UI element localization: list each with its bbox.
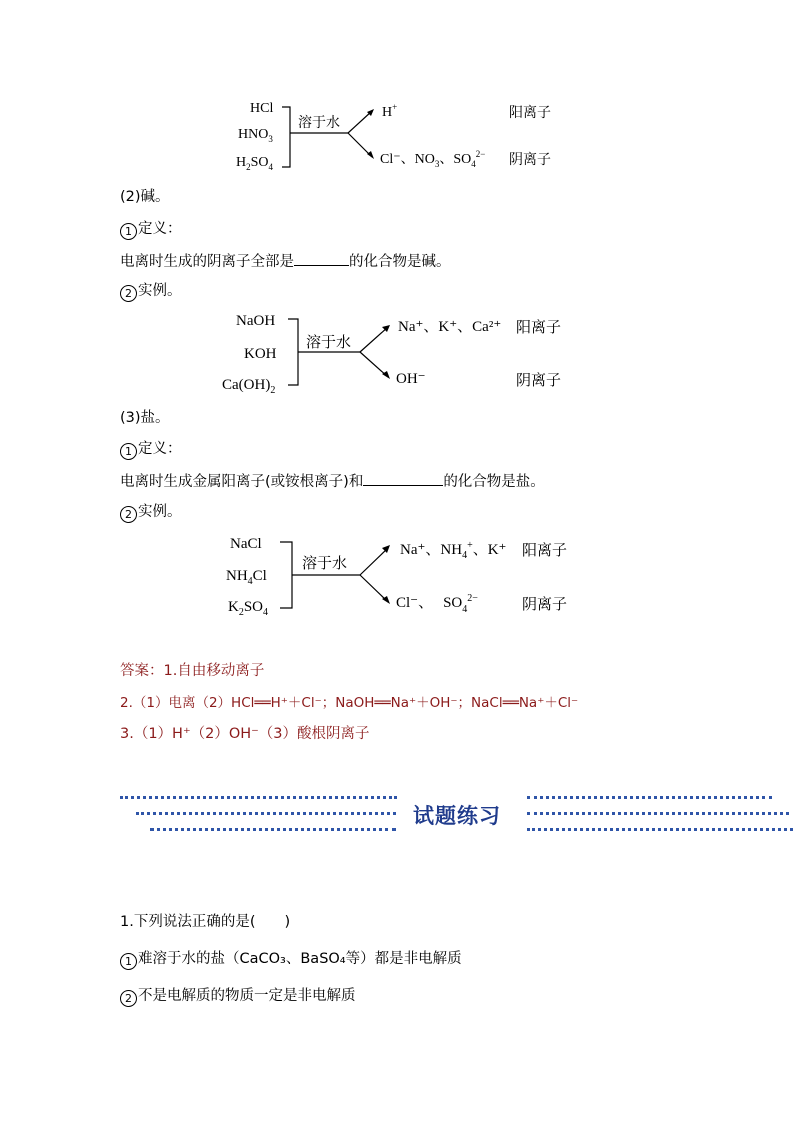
section-title: 试题练习 — [413, 803, 501, 828]
banner-dots-left-mid — [136, 812, 396, 815]
banner-dots-right-mid — [527, 812, 789, 815]
fill-blank[interactable] — [294, 251, 349, 266]
salt-arrows — [360, 548, 388, 602]
base-cations: Na⁺、K⁺、Ca²⁺ — [398, 319, 502, 335]
circled-number: 1 — [120, 223, 137, 240]
acid-arrowheads — [367, 109, 374, 159]
salt-definition-text: 电离时生成金属阳离子(或铵根离子)和 的化合物是盐。 — [120, 471, 545, 491]
base-reactant-koh: KOH — [244, 346, 277, 362]
base-definition-label: 1 定义： — [120, 220, 182, 240]
banner-dots-right-bottom — [527, 828, 793, 831]
question-1-option-1: 1 难溶于水的盐（CaCO₃、BaSO₄等）都是非电解质 — [120, 950, 462, 970]
circled-number: 1 — [120, 443, 137, 460]
base-bracket — [288, 319, 360, 385]
salt-reactant-nh4cl: $NH_4Cl$ — [226, 568, 267, 587]
base-cation-label: 阳离子 — [516, 318, 562, 336]
question-1-option-2: 2 不是电解质的物质一定是非电解质 — [120, 987, 356, 1007]
banner-dots-right-top — [527, 796, 772, 799]
base-heading: (2)碱。 — [120, 189, 170, 205]
acid-process-label: 溶于水 — [298, 115, 340, 131]
acid-reactant-hno3: $HNO_3$ — [238, 127, 273, 144]
base-ionization-diagram — [220, 305, 600, 400]
salt-heading: (3)盐。 — [120, 410, 170, 426]
base-anions: OH⁻ — [396, 371, 426, 387]
banner-dots-left-bottom — [150, 828, 396, 831]
answer-line-1: 答案：1.自由移动离子 — [120, 663, 265, 679]
base-example-label: 2 实例。 — [120, 282, 182, 302]
question-1-stem: 1.下列说法正确的是( ) — [120, 914, 291, 930]
circled-number: 2 — [120, 285, 137, 302]
base-reactant-naoh: NaOH — [236, 313, 276, 329]
salt-example-label: 2 实例。 — [120, 503, 182, 523]
salt-anions: Cl⁻、 $SO_4^{2-}$ — [396, 593, 478, 615]
acid-cation-label: 阳离子 — [509, 105, 551, 121]
salt-bracket — [280, 542, 360, 608]
salt-process-label: 溶于水 — [302, 554, 348, 572]
acid-reactant-hcl: HCl — [250, 101, 274, 116]
base-arrowheads — [382, 325, 390, 379]
circled-number: 2 — [120, 506, 137, 523]
base-arrows — [360, 327, 388, 377]
acid-arrows — [348, 111, 372, 157]
fill-blank[interactable] — [363, 471, 443, 486]
answer-line-3: 3.（1）H⁺（2）OH⁻（3）酸根阴离子 — [120, 726, 370, 742]
salt-reactant-nacl: NaCl — [230, 536, 262, 552]
acid-anions: Cl⁻、$NO_3$、$SO_4^{2-}$ — [380, 149, 486, 169]
salt-cations: Na⁺、$NH_4^+$、K⁺ — [400, 540, 507, 561]
acid-anion-label: 阴离子 — [509, 152, 551, 168]
salt-ionization-diagram — [222, 528, 602, 628]
banner-dots-left-top — [120, 796, 397, 799]
salt-reactant-k2so4: $K_2SO_4$ — [228, 599, 269, 618]
answer-line-2: 2.（1）电离（2）HCl══H⁺＋Cl⁻；NaOH══Na⁺＋OH⁻；NaCl══Na⁺＋Cl⁻ — [120, 695, 579, 711]
base-anion-label: 阴离子 — [516, 371, 562, 389]
acid-ionization-diagram — [230, 95, 570, 180]
base-definition-text: 电离时生成的阴离子全部是 的化合物是碱。 — [120, 251, 451, 271]
salt-anion-label: 阴离子 — [522, 595, 568, 613]
acid-reactant-h2so4: $H_2SO_4$ — [236, 155, 274, 172]
salt-definition-label: 1 定义： — [120, 440, 182, 460]
base-process-label: 溶于水 — [306, 333, 352, 351]
acid-cation: H+ — [382, 102, 398, 120]
circled-number: 2 — [120, 990, 137, 1007]
base-reactant-caoh2: $Ca(OH)_2$ — [222, 377, 276, 396]
salt-cation-label: 阳离子 — [522, 541, 568, 559]
circled-number: 1 — [120, 953, 137, 970]
salt-arrowheads — [382, 545, 390, 604]
